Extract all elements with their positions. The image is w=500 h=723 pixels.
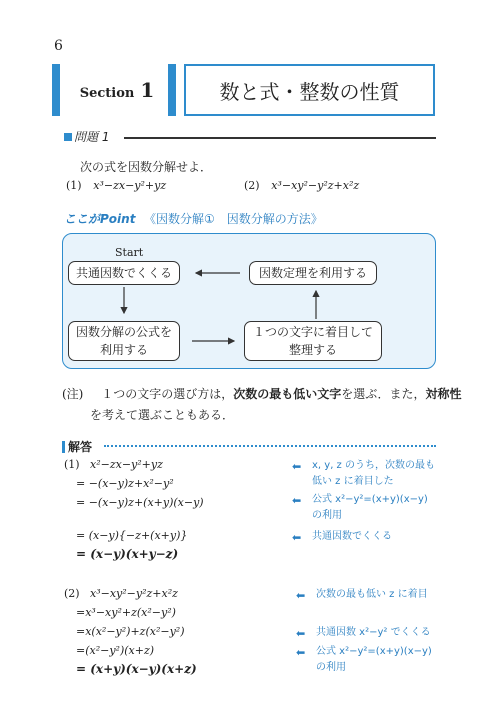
item-expr: x³−xy²−y²z+x²z — [271, 179, 360, 192]
answer-1-result: = (x−y)(x+y−z) — [76, 547, 179, 561]
flow-box-theorem: 因数定理を利用する — [249, 261, 377, 285]
answer-1-line-1: x²−zx−y²+yz — [90, 458, 163, 471]
left-arrow-icon: ⬅ — [292, 460, 302, 473]
flow-start: Start — [115, 246, 144, 259]
note-line-2: を考えて選ぶこともある． — [90, 408, 235, 422]
section-word: Section — [79, 85, 135, 101]
problem-heading: 問題 1 — [74, 130, 110, 144]
answer-2-line-4: =(x²−y²)(x+z) — [76, 644, 155, 657]
point-label: ここがPoint — [64, 212, 136, 226]
answer-1-note-1: x, y, z のうち，次数の最も 低い z に着目した — [312, 460, 435, 487]
answer-2-note-2: 共通因数 x²−y² でくくる — [316, 627, 431, 638]
note-highlight-2: 対称性 — [425, 387, 462, 401]
answer-2-label: (2) — [64, 587, 80, 600]
flow-box-focus: １つの文字に着目して 整理する — [244, 321, 382, 361]
answer-2-line-1: x³−xy²−y²z+x²z — [90, 587, 178, 600]
page-number: 6 — [54, 38, 63, 54]
answer-1-label: (1) — [64, 458, 80, 471]
answer-2-line-2: =x³−xy²+z(x²−y²) — [76, 606, 176, 619]
answer-2-note-1: 次数の最も低い z に着目 — [316, 589, 428, 600]
answer-2-line-3: =x(x²−y²)+z(x²−y²) — [76, 625, 185, 638]
item-expr: x³−zx−y²+yz — [93, 179, 167, 192]
answer-1-note-2: 公式 x²−y²=(x+y)(x−y) の利用 — [312, 494, 428, 521]
point-subtitle: 《因数分解① 因数分解の方法》 — [144, 212, 323, 226]
answer-marker — [62, 441, 65, 453]
answer-2-note-3: 公式 x²−y²=(x+y)(x−y) の利用 — [316, 646, 432, 673]
left-arrow-icon: ⬅ — [296, 589, 306, 602]
flow-box-formula: 因数分解の公式を 利用する — [68, 321, 180, 361]
note-line-1 — [62, 384, 462, 405]
note — [62, 384, 462, 426]
section-title: 数と式・整数の性質 — [184, 64, 435, 116]
item-label: (2) — [244, 179, 260, 192]
left-arrow-icon: ⬅ — [296, 646, 306, 659]
note-text-c: を選ぶ．また， — [341, 387, 426, 401]
flow-box-common: 共通因数でくくる — [68, 261, 180, 285]
answer-1-line-4: = (x−y){−z+(x+y)} — [76, 529, 188, 542]
left-arrow-icon: ⬅ — [292, 494, 302, 507]
left-arrow-icon: ⬅ — [296, 627, 306, 640]
answer-2-result: = (x+y)(x−y)(x+z) — [76, 662, 197, 676]
note-prefix: (注) — [62, 387, 84, 401]
problem-instruction: 次の式を因数分解せよ． — [80, 160, 213, 174]
item-label: (1) — [66, 179, 82, 192]
note-highlight-1: 次数の最も低い文字 — [233, 387, 342, 401]
section-number: 1 — [140, 78, 155, 102]
answer-1-line-3: = −(x−y)z+(x+y)(x−y) — [76, 496, 204, 509]
answer-dotted-rule — [104, 445, 436, 447]
left-arrow-icon: ⬅ — [292, 531, 302, 544]
answer-1-line-2: = −(x−y)z+x²−y² — [76, 477, 174, 490]
answer-1-note-3: 共通因数でくくる — [312, 531, 392, 542]
answer-heading: 解答 — [68, 440, 93, 454]
note-text-a: １つの文字の選び方は， — [101, 387, 234, 401]
